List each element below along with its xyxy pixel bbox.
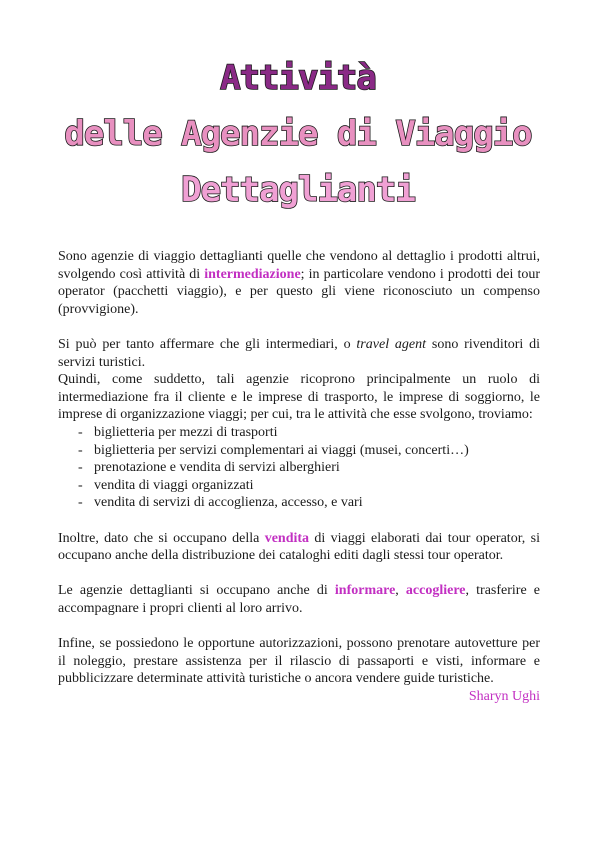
highlight-vendita: vendita xyxy=(264,530,310,546)
paragraph-vendita: Inoltre, dato che si occupano della vendita di viaggi elaborati dai tour operator, si occupano anche della distribuzione dei cataloghi editi dagli stessi tour operator. xyxy=(58,530,540,564)
paragraph-accoglienza: Le agenzie dettaglianti si occupano anche di informare, accogliere, trasferire e accompagnare i propri clienti al loro arrivo. xyxy=(58,583,540,616)
list-item: - prenotazione e vendita di servizi alberghieri xyxy=(78,460,340,476)
paragraph-role: Quindi, come suddetto, tali agenzie ricoprono principalmente un ruolo di intermediazione fra il cliente e le imprese di trasporto, le imprese di soggiorno, le imprese di organizzazione viaggi; per cui, tra le attività che esse svolgono, troviamo: xyxy=(58,372,540,423)
title-line-2: delle Agenzie di Viaggio xyxy=(64,114,532,154)
title-block xyxy=(0,50,596,218)
title-line-3: Dettaglianti xyxy=(181,170,415,210)
highlight-intermediazione: intermediazione xyxy=(204,266,301,282)
body-text xyxy=(58,248,540,705)
title-line-1: Attività xyxy=(220,58,376,98)
highlight-accogliere: accogliere xyxy=(405,583,466,599)
paragraph-travel-agent: Si può per tanto affermare che gli intermediari, o travel agent sono rivenditori di servizi turistici. xyxy=(58,336,541,370)
list-item: - vendita di viaggi organizzati xyxy=(78,477,254,493)
highlight-informare: informare xyxy=(334,583,396,599)
paragraph-intro: Sono agenzie di viaggio dettaglianti quelle che vendono al dettaglio i prodotti altrui, svolgendo così attività di intermediazione; in particolare vendono i prodotti dei tour operator (pacchetti viaggio), e per questo gli viene riconosciuto un compenso (provvigione). xyxy=(58,249,541,317)
services-list xyxy=(58,424,540,512)
list-item: - vendita di servizi di accoglienza, accesso, e vari xyxy=(78,495,363,511)
emphasis-travel-agent: travel agent xyxy=(356,336,427,352)
list-item: - biglietteria per mezzi di trasporti xyxy=(78,424,278,440)
paragraph-infine: Infine, se possiedono le opportune autorizzazioni, possono prenotare autovetture per il noleggio, prestare assistenza per il rilascio di passaporti e visti, informare e pubblicizzare determinate attività turistiche o ancora vendere guide turistiche. xyxy=(58,636,540,687)
list-item: - biglietteria per servizi complementari ai viaggi (musei, concerti…) xyxy=(78,442,469,458)
author-signature: Sharyn Ughi xyxy=(468,688,540,704)
